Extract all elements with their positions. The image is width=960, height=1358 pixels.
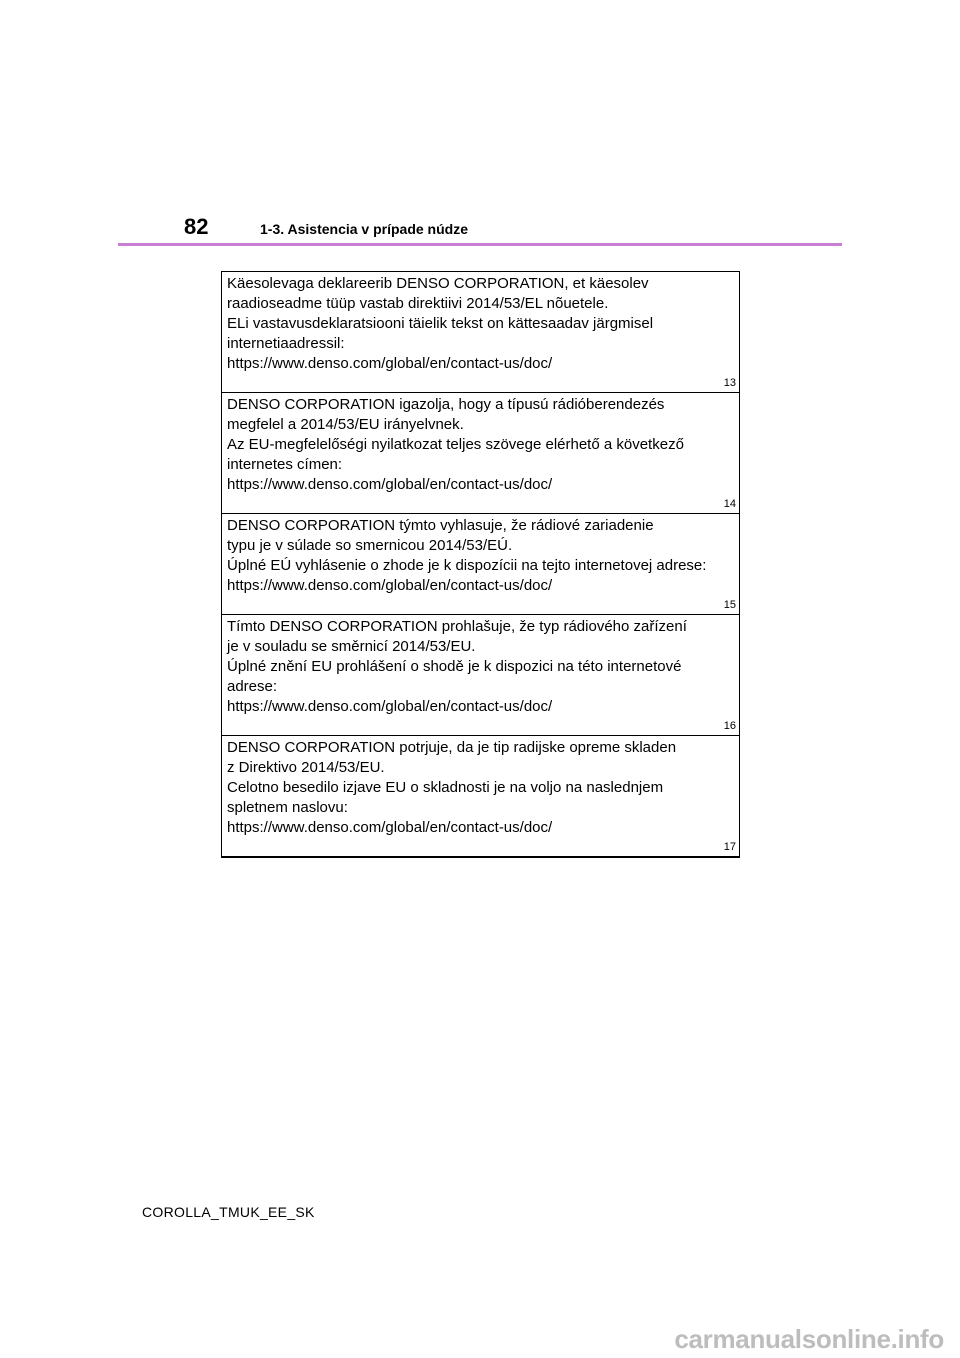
declaration-number: 16 — [723, 720, 736, 732]
declaration-text-line: Celotno besedilo izjave EU o skladnosti je na voljo na naslednjem — [227, 779, 664, 796]
declaration-table — [221, 271, 740, 858]
declaration-url: https://www.denso.com/global/en/contact-us/doc/ — [227, 698, 553, 715]
declaration-url: https://www.denso.com/global/en/contact-us/doc/ — [227, 819, 553, 836]
declaration-text-line: megfelel a 2014/53/EU irányelvnek. — [227, 416, 464, 433]
declaration-url: https://www.denso.com/global/en/contact-us/doc/ — [227, 577, 553, 594]
declaration-text-line: Tímto DENSO CORPORATION prohlašuje, že typ rádiového zařízení — [227, 618, 687, 635]
declaration-text-line: spletnem naslovu: — [227, 799, 348, 816]
declaration-text-line: adrese: — [227, 678, 278, 695]
declaration-text-line: DENSO CORPORATION týmto vyhlasuje, že rádiové zariadenie — [227, 517, 654, 534]
declaration-text-line: internetes címen: — [227, 456, 343, 473]
declaration-text-line: internetiaadressil: — [227, 335, 345, 352]
declaration-cell-17 — [222, 735, 739, 856]
site-watermark: carmanualsonline.info — [674, 1324, 944, 1354]
declaration-url: https://www.denso.com/global/en/contact-us/doc/ — [227, 355, 553, 372]
declaration-number: 13 — [723, 377, 736, 389]
document-code: COROLLA_TMUK_EE_SK — [142, 1204, 315, 1220]
page-number: 82 — [184, 214, 209, 239]
declaration-cell-15 — [222, 513, 739, 614]
declaration-url: https://www.denso.com/global/en/contact-us/doc/ — [227, 476, 553, 493]
declaration-text-line: Käesolevaga deklareerib DENSO CORPORATION, et käesolev — [227, 275, 649, 292]
declaration-number: 14 — [723, 498, 736, 510]
section-title: 1-3. Asistencia v prípade núdze — [260, 221, 468, 237]
declaration-text-line: Úplné znění EU prohlášení o shodě je k dispozici na této internetové — [227, 658, 682, 675]
declaration-text-line: Úplné EÚ vyhlásenie o zhode je k dispozícii na tejto internetovej adrese: — [227, 557, 707, 574]
declaration-text-line: ELi vastavusdeklaratsiooni täielik tekst on kättesaadav järgmisel — [227, 315, 654, 332]
header-divider — [118, 243, 842, 246]
declaration-number: 17 — [723, 841, 736, 853]
declaration-cell-13 — [222, 272, 739, 392]
declaration-text-line: je v souladu se směrnicí 2014/53/EU. — [227, 638, 476, 655]
declaration-text-line: raadioseadme tüüp vastab direktiivi 2014/53/EL nõuetele. — [227, 295, 609, 312]
declaration-text-line: DENSO CORPORATION potrjuje, da je tip radijske opreme skladen — [227, 739, 677, 756]
declaration-cell-14 — [222, 392, 739, 513]
page-header — [118, 212, 842, 246]
declaration-cell-16 — [222, 614, 739, 735]
declaration-text-line: z Direktivo 2014/53/EU. — [227, 759, 385, 776]
declaration-number: 15 — [723, 599, 736, 611]
declaration-text-line: Az EU-megfelelőségi nyilatkozat teljes szövege elérhető a következő — [227, 436, 684, 453]
declaration-text-line: typu je v súlade so smernicou 2014/53/EÚ. — [227, 537, 513, 554]
declaration-text-line: DENSO CORPORATION igazolja, hogy a típusú rádióberendezés — [227, 396, 665, 413]
